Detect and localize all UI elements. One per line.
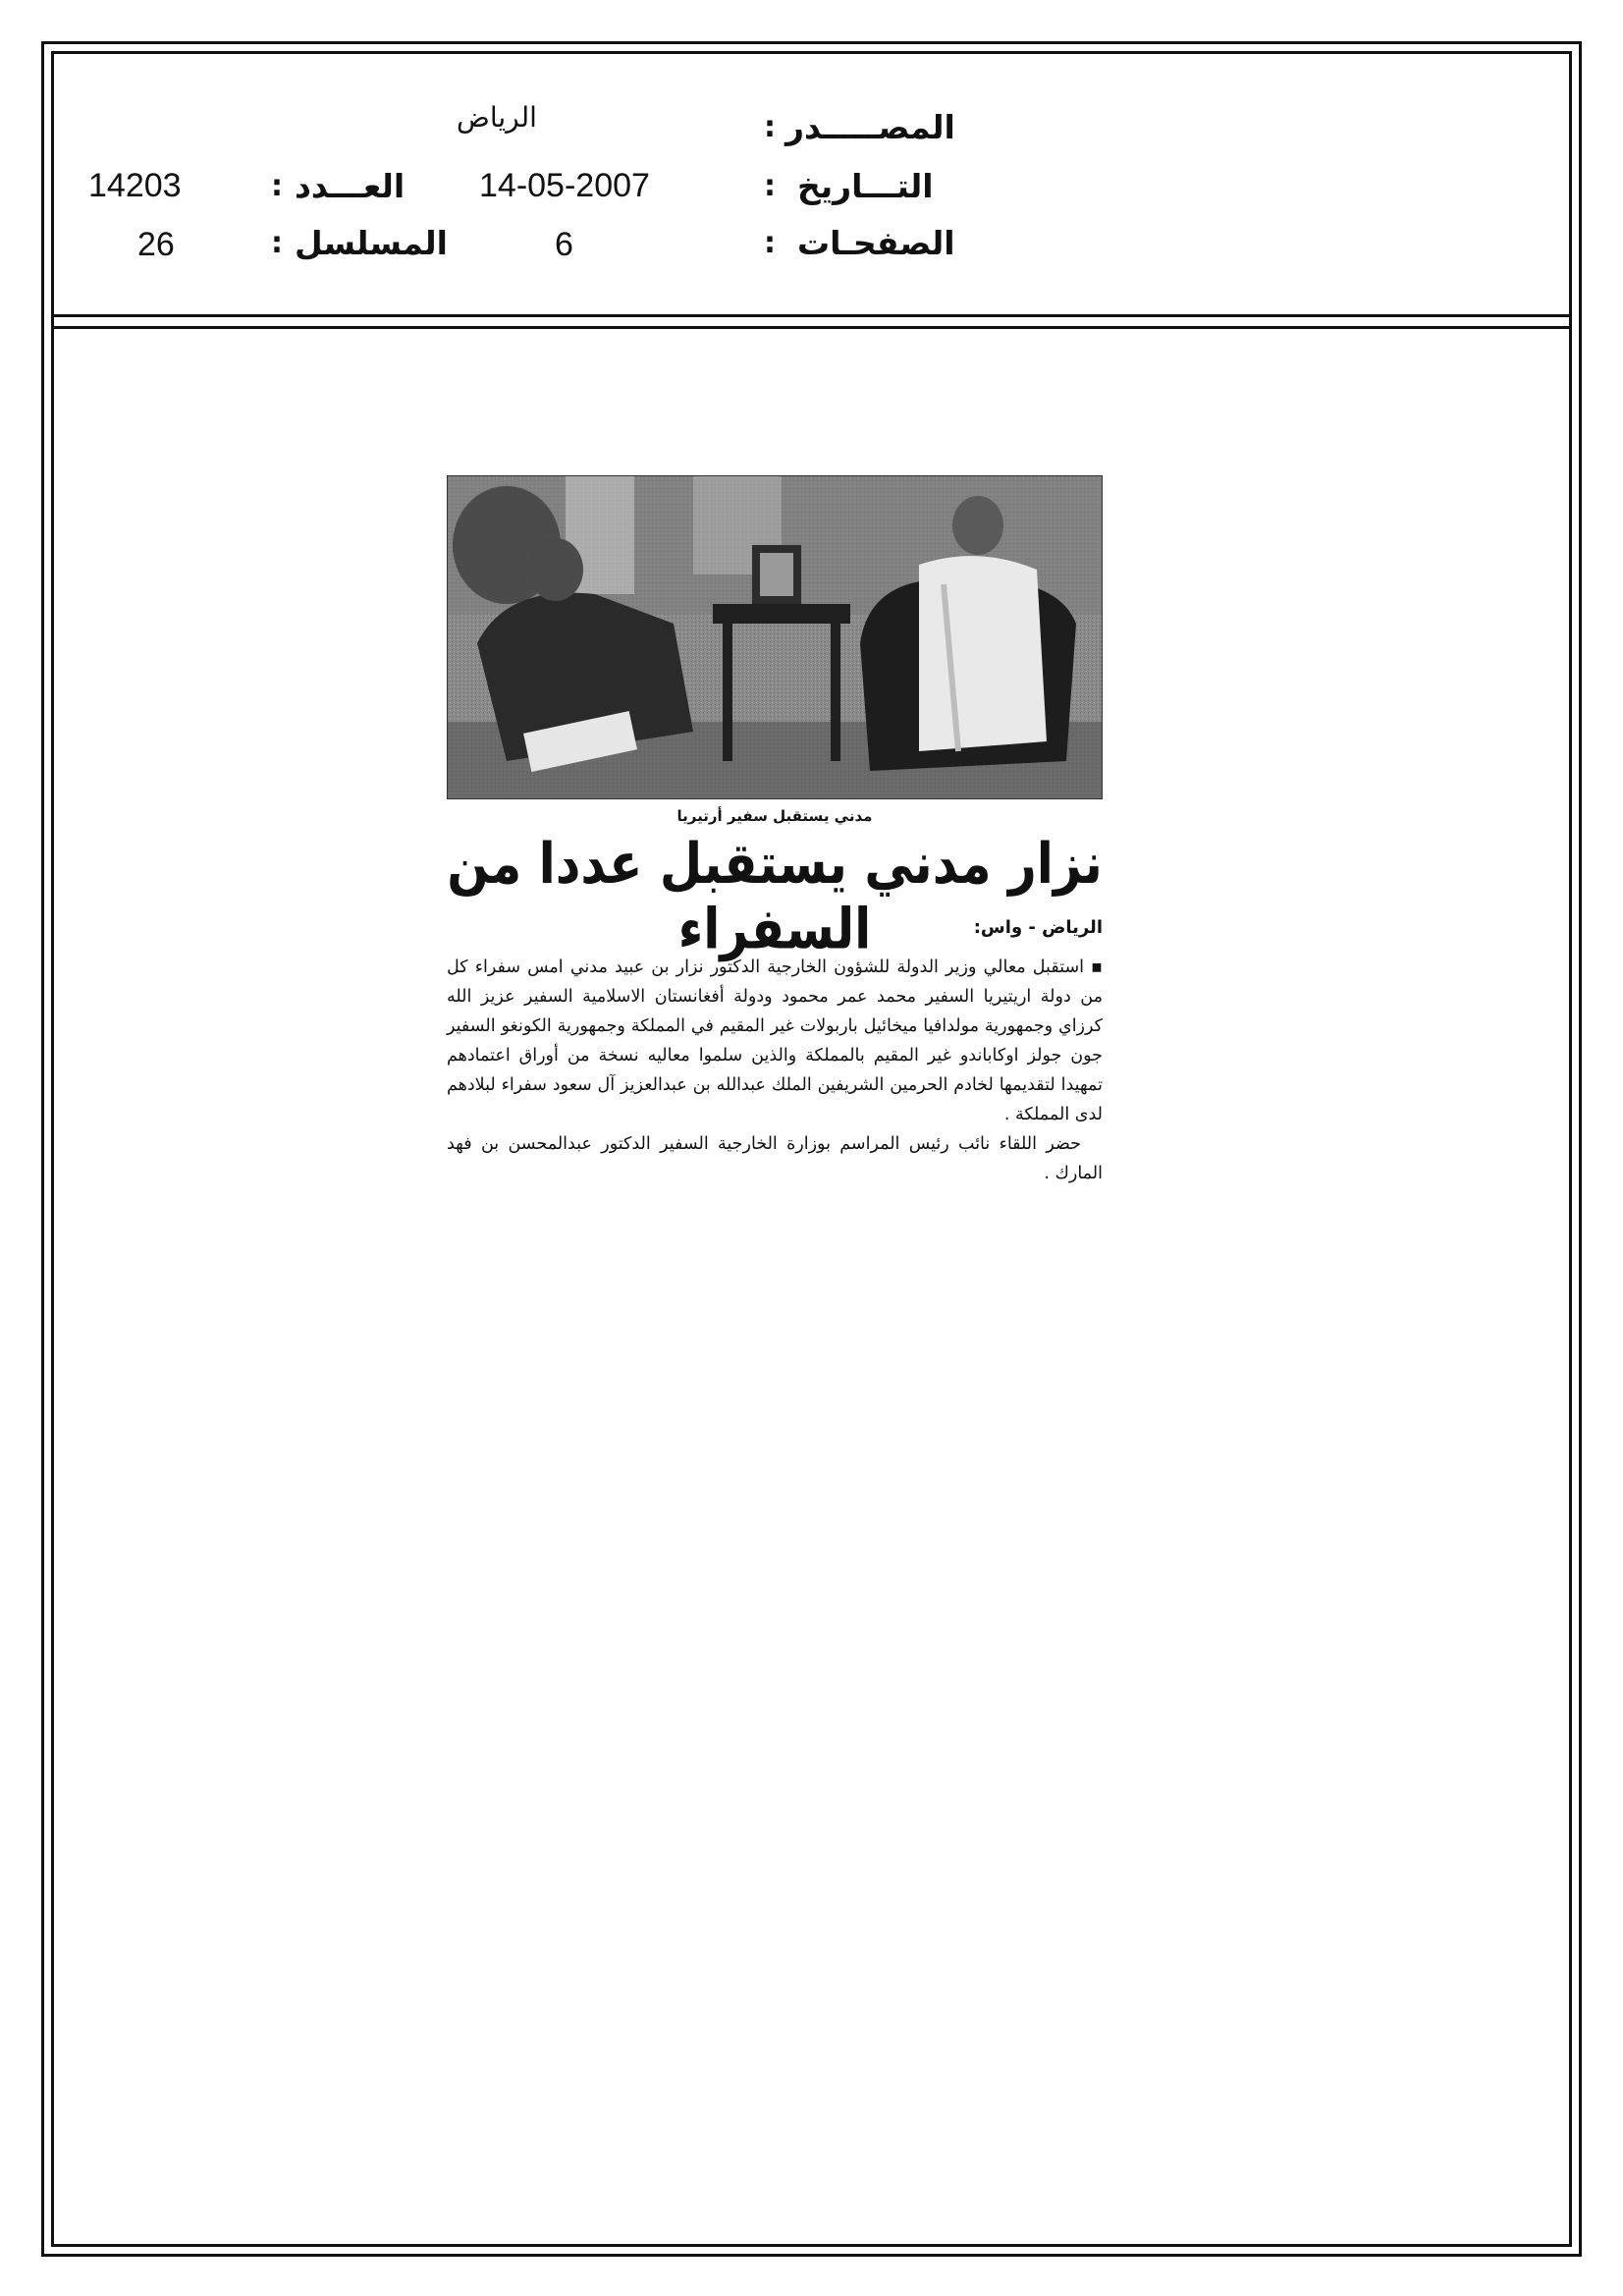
issue-label: العـــدد [295, 167, 406, 205]
source-colon: : [764, 110, 776, 144]
serial-value: 26 [137, 226, 175, 263]
serial-colon: : [271, 226, 283, 260]
date-colon: : [764, 169, 776, 203]
article-headline: نزار مدني يستقبل عددا من السفراء [447, 831, 1103, 962]
photo-caption: مدني يستقبل سفير أرتيريا [676, 807, 873, 825]
source-label: المصـــــدر [785, 108, 955, 146]
header-divider-double [51, 326, 1572, 329]
article-paragraph: حضر اللقاء نائب رئيس المراسم بوزارة الخارجية السفير الدكتور عبدالمحسن بن فهد المارك . [447, 1134, 1103, 1183]
pages-value: 6 [555, 226, 573, 263]
article-paragraph: ▪ استقبل معالي وزير الدولة للشؤون الخارجية الدكتور نزار بن عبيد مدني امس سفراء كل من دولة اريتيريا السفير محمد عمر محمود ودولة أفغانستان الاسلامية السفير عزيز الله كرزاي وجمهورية مولدافيا ميخائيل باربولات غير المقيم في المملكة وجمهورية الكونغو السفير جون جولز اوكاباندو غير المقيم بالمملكة والذين سلموا معاليه نسخة من أوراق اعتمادهم تمهيدا لتقديمها لخادم الحرمين الشريفين الملك عبدالله بن عبدالعزيز آل سعود سفراء لبلادهم لدى المملكة . [447, 957, 1103, 1124]
issue-colon: : [271, 169, 283, 203]
article-clipping [447, 475, 1103, 1281]
pages-colon: : [764, 226, 776, 260]
date-label: التـــاريخ [797, 167, 934, 205]
photo-illustration [448, 476, 1103, 799]
header-divider [51, 314, 1572, 317]
article-dateline: الرياض - واس: [973, 917, 1103, 938]
issue-value: 14203 [88, 167, 182, 204]
article-photo [447, 475, 1103, 799]
pages-label: الصفحـات [797, 224, 955, 262]
date-value: 14-05-2007 [479, 167, 650, 204]
source-value: الرياض [457, 101, 537, 134]
article-body [447, 953, 1103, 1188]
serial-label: المسلسل [295, 224, 448, 262]
